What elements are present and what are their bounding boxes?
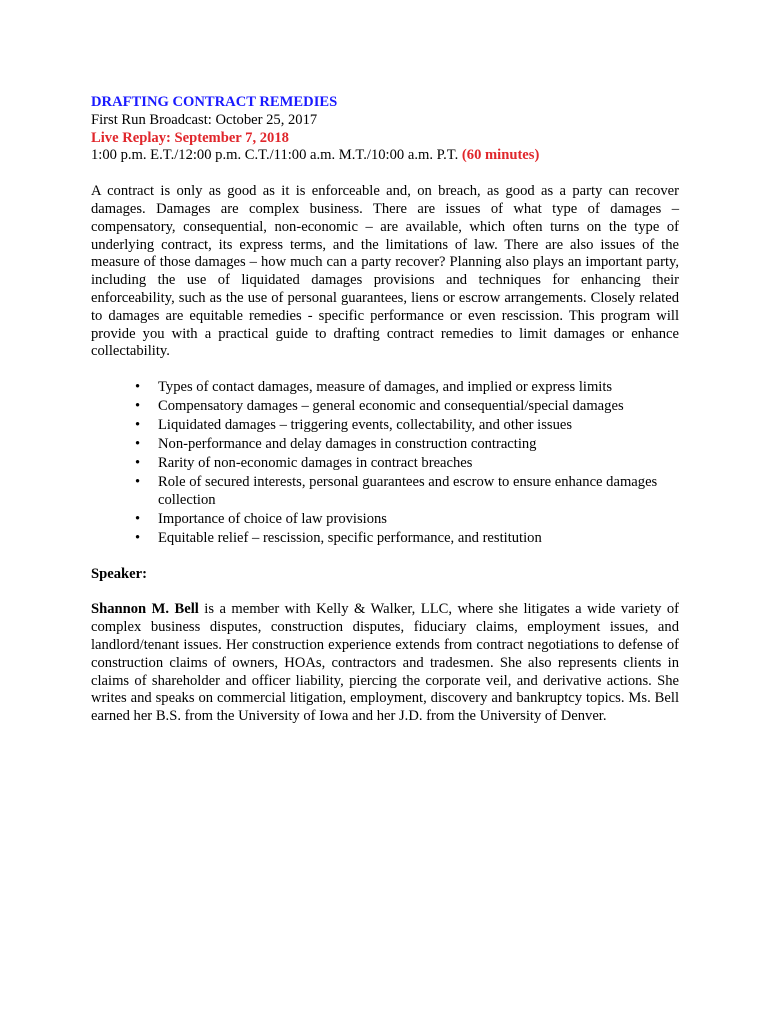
list-item [135, 379, 679, 397]
bullet-icon: • [135, 417, 141, 434]
bullet-icon: • [135, 436, 141, 453]
list-item [135, 510, 679, 529]
topic-text: Non-performance and delay damages in construction contracting [158, 436, 537, 453]
topic-text: Compensatory damages – general economic and consequential/special damages [158, 398, 624, 415]
topic-text: Types of contact damages, measure of damages, and implied or express limits [158, 379, 613, 396]
bullet-icon: • [135, 529, 141, 546]
document-page [91, 94, 679, 726]
topics-list [91, 379, 679, 547]
speaker-bio-text: is a member with Kelly & Walker, LLC, where she litigates a wide variety of complex business disputes, construction disputes, fiduciary claims, employment issues, and landlord/tenant issues. Her construction experience extends from contract negotiations to defense of construction claims of owners, HOAs, contractors and tradesmen. She also represents clients in claims of shareholder and officer liability, piercing the corporate veil, and derivative actions. She writes and speaks on commercial litigation, employment, discovery and bankruptcy topics. Ms. Bell earned her B.S. from the University of Iowa and her J.D. from the University of Denver. [91, 601, 679, 725]
program-description: A contract is only as good as it is enforceable and, on breach, as good as a party can recover damages. Damages are complex business. There are issues of what type of damages – compensatory, consequential, non-economic – are available, which often turns on the type of underlying contract, its express terms, and the limitations of law. There are also issues of the measure of those damages – how much can a party recover? Planning also plays an important party, including the use of liquidated damages provisions and techniques for enhancing their enforceability, such as the use of personal guarantees, liens or escrow arrangements. Closely related to damages are equitable remedies - specific performance or even rescission. This program will provide you with a practical guide to drafting contract remedies to limit damages or enhance collectability. [91, 183, 679, 360]
broadcast-times [91, 147, 679, 165]
list-item [135, 529, 679, 548]
list-item [135, 417, 679, 435]
bullet-icon: • [135, 398, 141, 415]
topic-text: Liquidated damages – triggering events, collectability, and other issues [158, 417, 573, 434]
list-item [135, 474, 679, 510]
first-run-broadcast: First Run Broadcast: October 25, 2017 [91, 111, 318, 128]
topic-text: Equitable relief – rescission, specific performance, and restitution [158, 529, 542, 546]
bullet-icon: • [135, 510, 141, 527]
list-item [135, 398, 679, 416]
bullet-icon: • [135, 379, 141, 396]
live-replay-date: Live Replay: September 7, 2018 [91, 129, 289, 146]
speaker-name: Shannon M. Bell [91, 601, 199, 618]
speaker-heading: Speaker: [91, 565, 147, 582]
topic-text: Importance of choice of law provisions [158, 510, 387, 527]
bullet-icon: • [135, 474, 141, 491]
program-duration: (60 minutes) [461, 147, 540, 164]
list-item [135, 436, 679, 454]
topic-text: Role of secured interests, personal guarantees and escrow to ensure enhance damages collection [158, 474, 658, 508]
bullet-icon: • [135, 455, 141, 472]
program-title: DRAFTING CONTRACT REMEDIES [91, 94, 338, 110]
speaker-bio [91, 601, 679, 726]
time-zones-text: 1:00 p.m. E.T./12:00 p.m. C.T./11:00 a.m. M.T./10:00 a.m. P.T. [91, 147, 462, 164]
topic-text: Rarity of non-economic damages in contract breaches [158, 455, 473, 472]
list-item [135, 455, 679, 473]
